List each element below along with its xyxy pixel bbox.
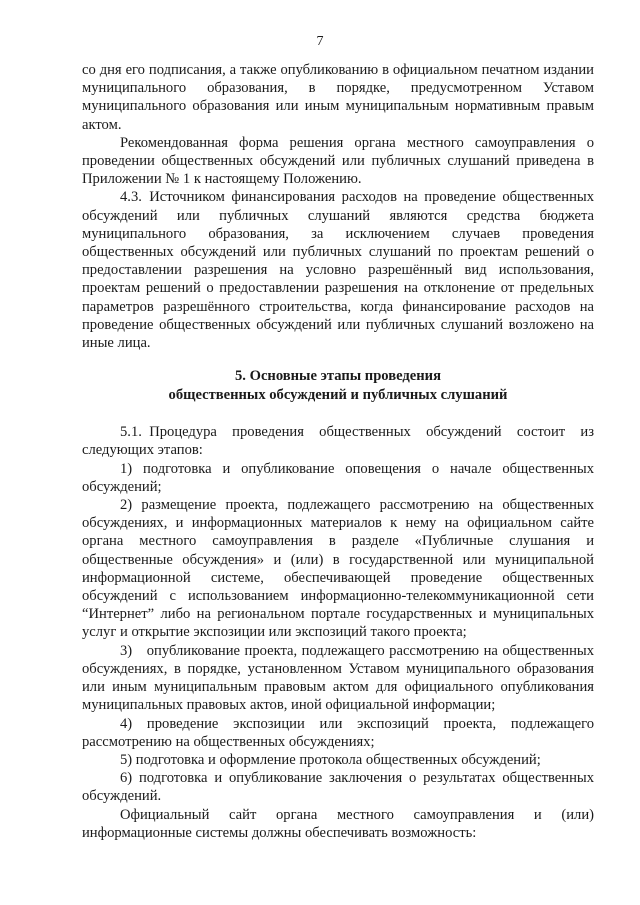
- paragraph-recommended-form: Рекомендованная форма решения органа местного самоуправления о проведении общественных обсуждений или публичных слушаний приведена в Приложении № 1 к настоящему Положению.: [82, 134, 594, 188]
- paragraph-continuation: со дня его подписания, а также опубликованию в официальном печатном издании муниципального образования, в порядке, предусмотренном Уставом муниципального образования или иным муниципальным нормативным правым актом.: [82, 62, 594, 133]
- section-heading-line-1: 5. Основные этапы проведения: [235, 368, 441, 385]
- paragraph-4-3-financing: 4.3. Источником финансирования расходов на проведение общественных обсуждений или публичных слушаний являются средства бюджета муниципального образования, за исключением случаев проведения общественных обсуждений или публичных слушаний по проектам решений о предоставлении разрешения на условно разрешённый вид использования, проектам решений о предоставлении разрешения на отклонение от предельных параметров разрешённого строительства, когда финансирование расходов на проведение общественных обсуждений или публичных слушаний возложено на иные лица.: [82, 189, 594, 352]
- document-body: [82, 61, 594, 842]
- section-heading: [82, 367, 594, 405]
- list-item-stage-3: 3) опубликование проекта, подлежащего рассмотрению на общественных обсуждениях, в порядке, установленном Уставом муниципального образования или иным муниципальным правовым актом для официального опубликования муниципальных правовых актов, иной официальной информации;: [82, 642, 594, 714]
- list-item-stage-1: 1) подготовка и опубликование оповещения о начале общественных обсуждений;: [82, 460, 594, 495]
- list-item-stage-4: 4) проведение экспозиции или экспозиций проекта, подлежащего рассмотрению на общественных обсуждениях;: [82, 715, 594, 750]
- paragraph-official-site: Официальный сайт органа местного самоуправления и (или) информационные системы должны обеспечивать возможность:: [82, 806, 594, 841]
- section-heading-line-2: общественных обсуждений и публичных слушаний: [168, 387, 508, 404]
- page-number: 7: [316, 34, 324, 49]
- list-item-stage-2: 2) размещение проекта, подлежащего рассмотрению на общественных обсуждениях, и информационных материалов к нему на официальном сайте органа местного самоуправления в разделе «Публичные слушания и общественные обсуждения» и (или) в государственной или муниципальной информационной системе, обеспечивающей проведение общественных обсуждений с использованием информационно-телекоммуникационной сети “Интернет” либо на региональном портале государственных и муниципальных услуг и открытие экспозиции или экспозиций такого проекта;: [82, 497, 594, 641]
- paragraph-5-1-procedure: 5.1. Процедура проведения общественных обсуждений состоит из следующих этапов:: [82, 424, 594, 459]
- list-item-stage-5: 5) подготовка и оформление протокола общественных обсуждений;: [120, 751, 541, 768]
- list-item-stage-6: 6) подготовка и опубликование заключения о результатах общественных обсуждений.: [82, 770, 594, 805]
